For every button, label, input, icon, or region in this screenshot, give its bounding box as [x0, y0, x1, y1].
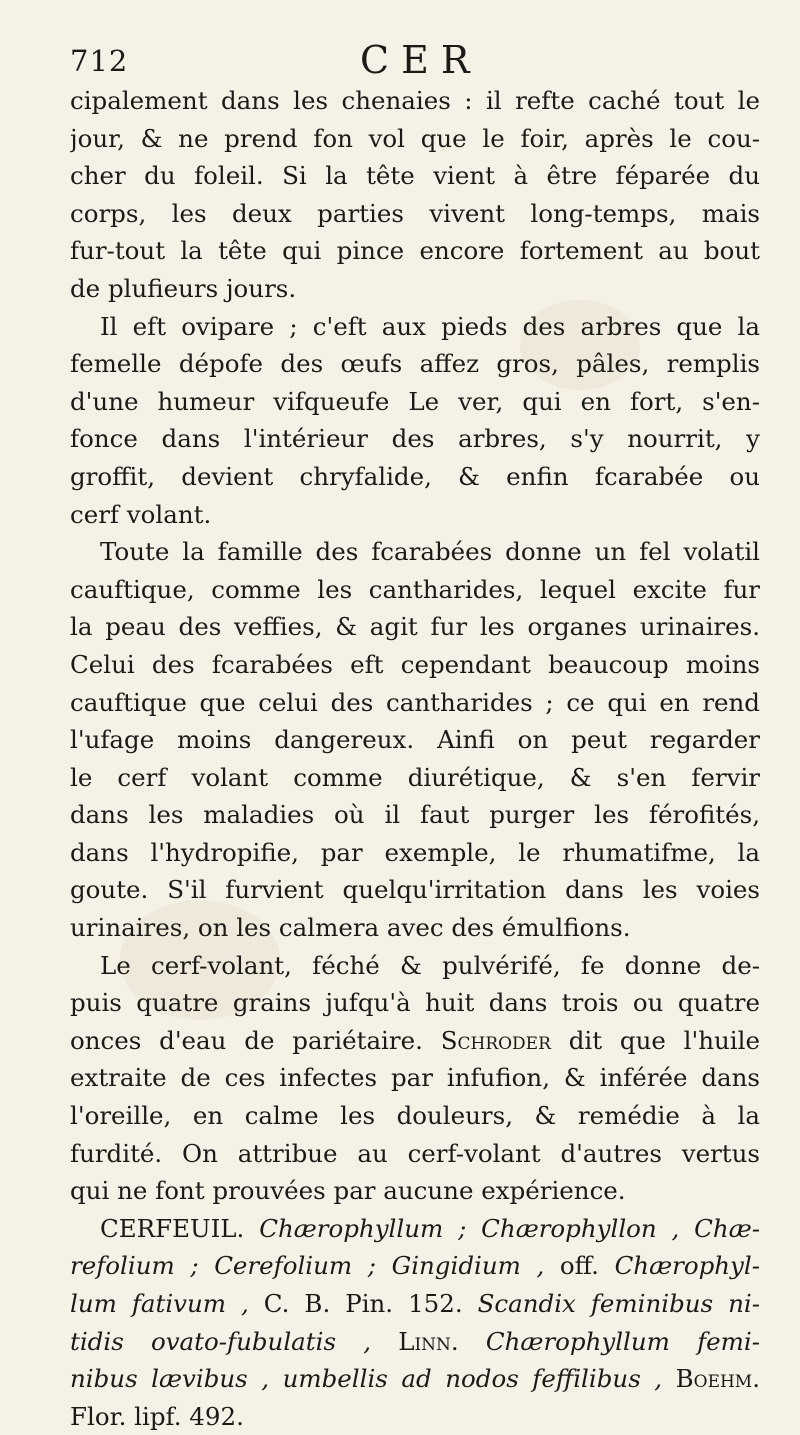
entry-cerfeuil-line — [70, 1323, 760, 1361]
text-span: dit que l'huile — [550, 1025, 760, 1055]
text-span: lum fativum , — [70, 1289, 249, 1318]
text-span: C. B. Pin. 152. — [248, 1289, 478, 1318]
entry-cerfeuil-line — [70, 1360, 760, 1398]
text-line: le cerf volant comme diurétique, & s'en fervir — [70, 762, 760, 792]
text-line: dans les maladies où il faut purger les férofités, — [70, 800, 760, 830]
author-name: Boehm. — [662, 1364, 760, 1394]
page-header — [70, 38, 760, 88]
text-span: Scandix feminibus ni- — [477, 1289, 760, 1318]
body-text — [70, 82, 760, 1435]
text-line: Le cerf-volant, féché & pulvérifé, fe donne de- — [100, 950, 760, 980]
text-line: groffit, devient chryfalide, & enfin fcarabée ou — [70, 461, 760, 491]
text-line: Toute la famille des fcarabées donne un fel volatil — [100, 537, 760, 567]
text-line: cauftique, comme les cantharides, lequel excite fur — [70, 574, 760, 604]
text-span: onces d'eau de pariétaire. — [70, 1025, 441, 1055]
text-line: fur-tout la tête qui pince encore fortement au bout — [70, 236, 760, 266]
entry-cerfeuil-line — [70, 1210, 760, 1248]
text-line: cher du foleil. Si la tête vient à être féparée du — [70, 161, 760, 191]
text-span: tidis ovato-fubulatis , — [70, 1326, 372, 1356]
text-line: urinaires, on les calmera avec des émulfions. — [70, 913, 631, 943]
text-line: qui ne font prouvées par aucune expérience. — [70, 1176, 626, 1206]
text-line: l'oreille, en calme les douleurs, & remédie à la — [70, 1101, 760, 1131]
text-line: femelle dépofe des œufs affez gros, pâles, remplis — [70, 349, 760, 379]
text-line: extraite de ces infectes par infufion, & inférée dans — [70, 1063, 760, 1093]
text-span: refolium ; Cerefolium ; Gingidium , — [70, 1251, 545, 1281]
entry-cerfeuil-line — [70, 1285, 760, 1323]
text-line: puis quatre grains jufqu'à huit dans trois ou quatre — [70, 988, 760, 1018]
text-span: Chærophyllum femi- — [485, 1326, 760, 1356]
text-line: d'une humeur vifqueufe Le ver, qui en fort, s'en- — [70, 386, 760, 416]
page-number: 712 — [70, 44, 129, 78]
text-line: Celui des fcarabées eft cependant beaucoup moins — [70, 649, 760, 679]
text-line: furdité. On attribue au cerf-volant d'autres vertus — [70, 1138, 760, 1168]
author-name: Linn. — [371, 1326, 486, 1356]
text-span: Chærophyllum ; Chærophyllon , Chæ- — [259, 1213, 760, 1243]
text-span: Chærophyl- — [614, 1251, 760, 1281]
running-head: CER — [360, 38, 482, 82]
author-name: Schroder — [440, 1025, 551, 1055]
text-line: l'ufage moins dangereux. Ainfi on peut regarder — [70, 725, 760, 755]
text-line-schroder — [70, 1022, 760, 1060]
text-line: corps, les deux parties vivent long-temps, mais — [70, 198, 760, 228]
entry-cerfeuil-line — [70, 1247, 760, 1285]
entry-head: CERFEUIL. — [100, 1213, 245, 1243]
text-line: Il eft ovipare ; c'eft aux pieds des arbres que la — [100, 311, 760, 341]
text-line: de plufieurs jours. — [70, 273, 297, 303]
entry-cerfeuil-line: Flor. lipf. 492. — [70, 1401, 244, 1431]
text-line: jour, & ne prend fon vol que le foir, après le cou- — [70, 123, 760, 153]
text-line: la peau des veffies, & agit fur les organes urinaires. — [70, 612, 760, 642]
text-line: cauftique que celui des cantharides ; ce qui en rend — [70, 687, 760, 717]
text-line: dans l'hydropifie, par exemple, le rhumatifme, la — [70, 837, 760, 867]
text-span: nibus lævibus , umbellis ad nodos feffilibus , — [70, 1364, 663, 1394]
text-line: cipalement dans les chenaies : il refte caché tout le — [70, 86, 760, 115]
text-line: cerf volant. — [70, 499, 212, 529]
text-span: off. — [544, 1251, 615, 1281]
text-line: fonce dans l'intérieur des arbres, s'y nourrit, y — [70, 424, 760, 454]
text-line: goute. S'il furvient quelqu'irritation dans les voies — [70, 875, 760, 905]
